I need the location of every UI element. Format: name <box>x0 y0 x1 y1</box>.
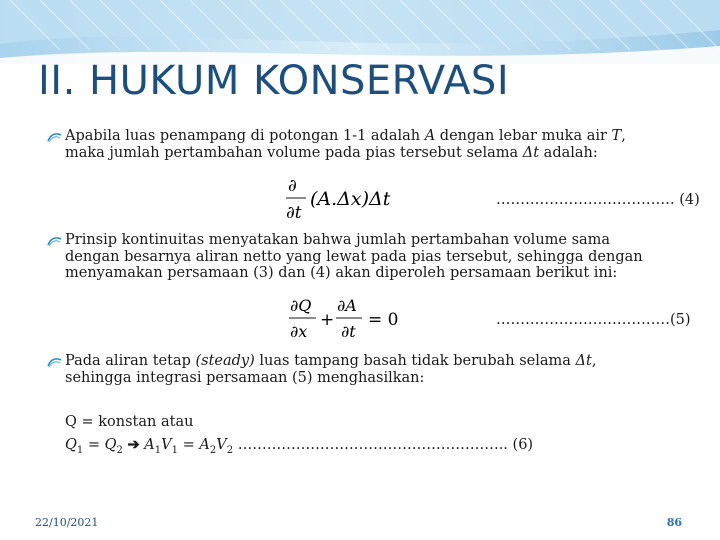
bullet-paragraph-1 <box>47 128 687 161</box>
slide-title: II. HUKUM KONSERVASI <box>38 58 510 104</box>
sweeping-arrow-bullet-icon <box>47 235 62 247</box>
bullet-3-line-1: Pada aliran tetap (steady) luas tampang basah tidak berubah selama Δt, <box>65 353 597 369</box>
bullet-paragraph-2 <box>47 232 687 282</box>
bullet-1-line-1: Apabila luas penampang di potongan 1-1 adalah A dengan lebar muka air T, <box>65 128 626 144</box>
equation-4-formula <box>282 168 407 226</box>
bullet-1-line-2: maka jumlah pertambahan volume pada pias tersebut selama Δt adalah: <box>65 144 598 161</box>
result-line-1-text: Q = konstan atau <box>65 414 194 430</box>
footer-date: 22/10/2021 <box>35 516 99 529</box>
svg-text:∂Q: ∂Q <box>290 296 312 315</box>
result-line-2: $Q_1 = Q_2$ ➔ $A_1V_1 = A_2V_2$ ……………………………………………….. (6) <box>65 436 534 456</box>
svg-text:∂t: ∂t <box>341 322 356 341</box>
equation-5-label: ………………………………(5) <box>496 312 691 328</box>
equation-6-label: ……………………………………………….. (6) <box>237 437 534 453</box>
bullet-2-line-3: menyamakan persamaan (3) dan (4) akan diperoleh persamaan berikut ini: <box>65 265 618 281</box>
sweeping-arrow-bullet-icon <box>47 356 62 368</box>
right-arrow-icon: ➔ <box>127 436 140 453</box>
svg-text:+: + <box>320 310 335 330</box>
bullet-paragraph-3 <box>47 353 687 386</box>
top-decorative-band <box>0 0 720 64</box>
svg-text:(A.Δx)Δt: (A.Δx)Δt <box>310 188 391 210</box>
svg-text:∂: ∂ <box>288 176 297 196</box>
svg-text:∂x: ∂x <box>290 322 308 341</box>
svg-text:= 0: = 0 <box>368 310 399 330</box>
bullet-2-line-2: dengan besarnya aliran netto yang lewat pada pias tersebut, sehingga dengan <box>65 248 643 265</box>
equation-4-label: ………………………………. (4) <box>496 192 700 208</box>
equation-5-formula <box>286 292 416 346</box>
svg-text:∂t: ∂t <box>286 203 302 223</box>
sweeping-arrow-bullet-icon <box>47 131 62 143</box>
bullet-3-line-2: sehingga integrasi persamaan (5) menghasilkan: <box>65 369 425 386</box>
page-number: 86 <box>666 516 682 529</box>
svg-text:∂A: ∂A <box>337 296 357 315</box>
result-line-1 <box>65 412 193 433</box>
bullet-2-line-1: Prinsip kontinuitas menyatakan bahwa jumlah pertambahan volume sama <box>65 232 611 248</box>
